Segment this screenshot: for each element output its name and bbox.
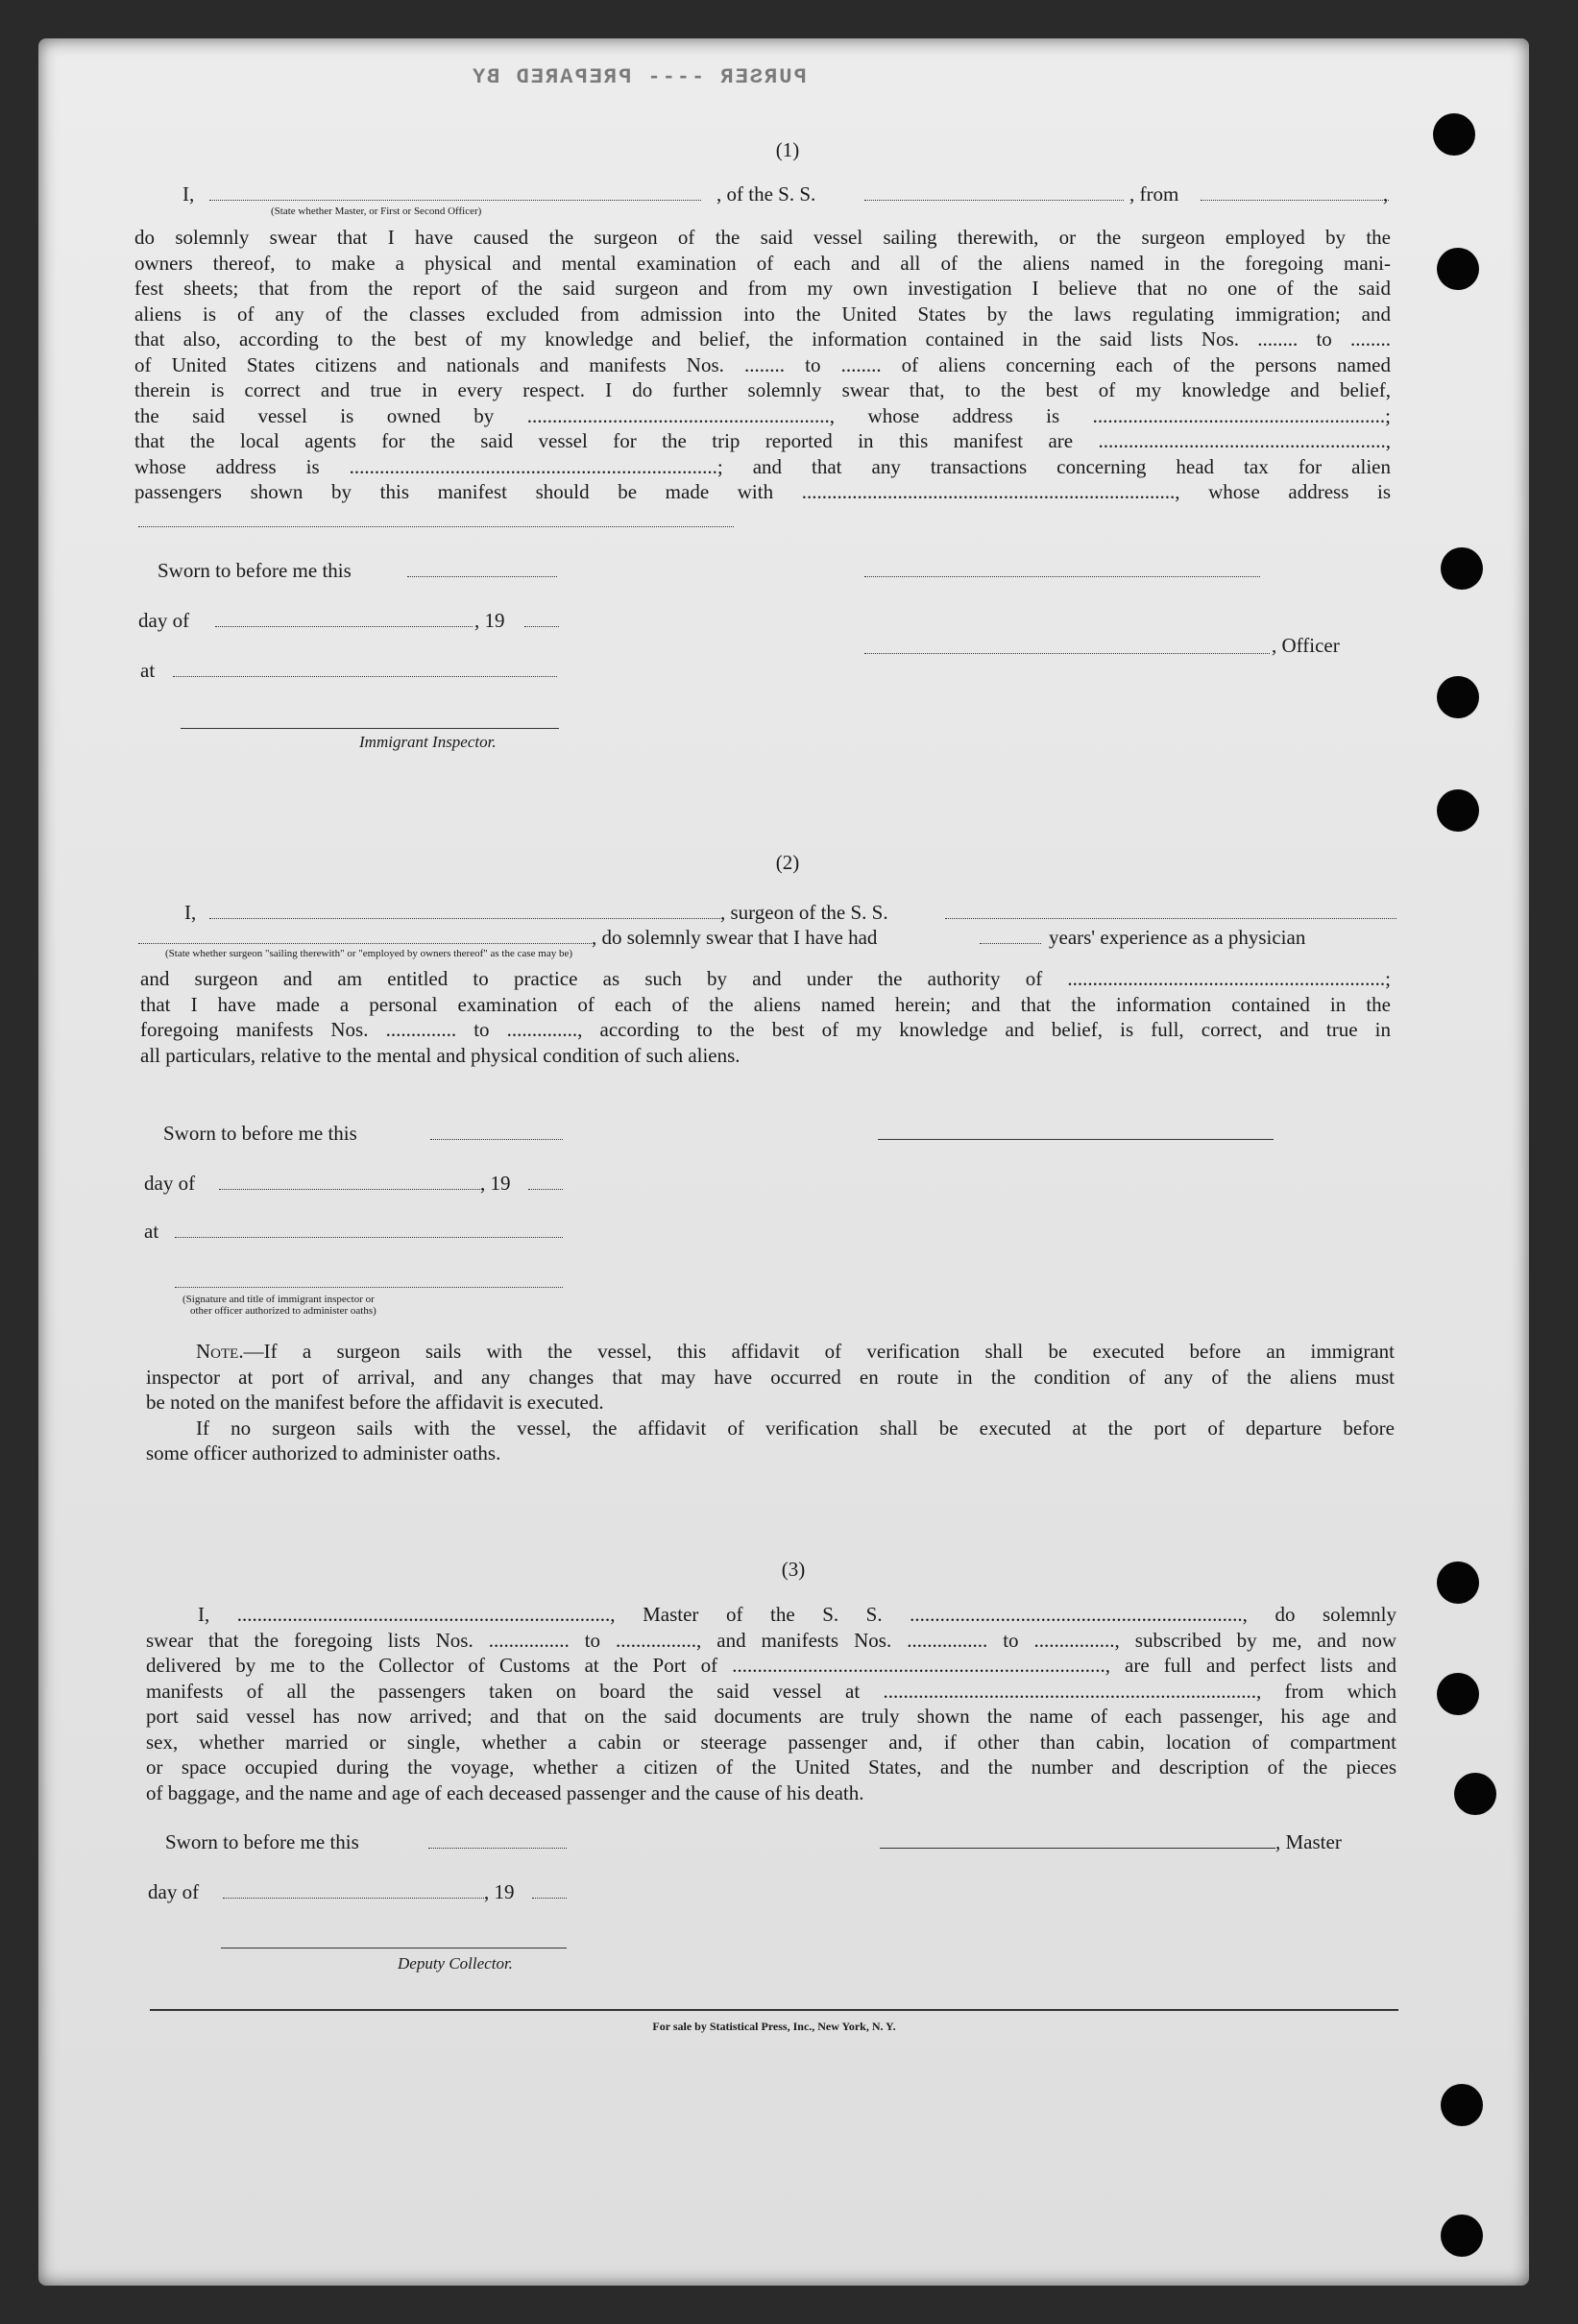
officer-title-line [864, 653, 1270, 654]
physician-label: years' experience as a physician [1049, 926, 1306, 949]
inspector-signature-line [181, 728, 559, 729]
section-number: (3) [781, 1558, 806, 1581]
paragraph-line: some officer authorized to administer oaths. [146, 1441, 501, 1465]
paragraph-line: whose address is .........................................................................; and that any transactions concerning head tax for alien [134, 454, 1391, 478]
inspector-signature-line [175, 1287, 563, 1288]
signature-caption: (Signature and title of immigrant inspector or [182, 1294, 375, 1305]
master-paragraph [146, 1602, 1396, 1805]
day-of-label: day of [138, 609, 190, 632]
paragraph-line: that I have made a personal examination of each of the aliens named herein; and that the information contained in the [140, 992, 1391, 1016]
surgeon-caption: (State whether surgeon "sailing therewith" or "employed by owners thereof" as the case may be) [165, 948, 573, 959]
paragraph-line [146, 1339, 1395, 1365]
place-line [175, 1237, 563, 1238]
signature-line [878, 1139, 1274, 1140]
address-continuation-line [138, 526, 734, 527]
at-label: at [144, 1220, 159, 1243]
paragraph-line: that the local agents for the said vessel for the trip reported in this manifest are ........................................................., [134, 429, 1391, 452]
binder-hole [1441, 547, 1483, 590]
sworn-label: Sworn to before me this [165, 1830, 359, 1853]
paragraph-line: sex, whether married or single, whether a cabin or steerage passenger and, if other than cabin, location of compartment [146, 1730, 1396, 1754]
officer-signature-line [864, 576, 1260, 577]
year-line [524, 626, 559, 627]
month-line [215, 626, 473, 627]
master-caption: (State whether Master, or First or Second Officer) [271, 206, 482, 217]
oath-start: I, [184, 901, 197, 924]
from-label: , from [1129, 182, 1179, 206]
paragraph-line: foregoing manifests Nos. .............. to .............., according to the best of my knowledge and belief, is full, correct, and true in [140, 1018, 1391, 1041]
paragraph-line: manifests of all the passengers taken on board the said vessel at .........................................................................., from which [146, 1679, 1396, 1703]
oath-paragraph-1 [134, 225, 1391, 505]
sworn-day-line [428, 1848, 567, 1849]
surgeon-name-line [209, 918, 720, 919]
binder-hole [1433, 113, 1475, 156]
binder-hole [1441, 2084, 1483, 2126]
month-line [223, 1898, 486, 1899]
paragraph-line: port said vessel has now arrived; and that on the said documents are truly shown the name of each passenger, his age and [146, 1705, 1396, 1728]
mirrored-stamp: PURSER ---- PREPARED BY [471, 65, 807, 89]
section-number: (1) [775, 138, 800, 161]
years-line [980, 943, 1041, 944]
signature-caption: other officer authorized to administer oaths) [190, 1305, 376, 1317]
paragraph-line: do solemnly swear that I have caused the surgeon of the said vessel sailing therewith, or the surgeon employed by the [134, 226, 1391, 249]
paragraph-line: delivered by me to the Collector of Customs at the Port of .........................................................................., are full and perfect lists and [146, 1654, 1396, 1677]
binder-hole [1437, 248, 1479, 290]
from-port-line [1201, 200, 1389, 201]
paragraph-line: owners thereof, to make a physical and mental examination of each and all of the aliens named in the foregoing mani- [134, 251, 1391, 275]
sworn-day-line [430, 1139, 563, 1140]
paragraph-line: the said vessel is owned by ............................................................, whose address is ..........................................................; [134, 403, 1391, 427]
at-label: at [140, 659, 156, 682]
ship-label: , of the S. S. [716, 182, 816, 206]
binder-hole [1454, 1773, 1496, 1815]
oath-start: I, [182, 182, 195, 206]
sworn-day-line [407, 576, 557, 577]
paragraph-line: of United States citizens and nationals and manifests Nos. ........ to ........ of aliens concerning each of the persons named [134, 352, 1391, 376]
note-text: —If a surgeon sails with the vessel, this affidavit of verification shall be executed before an immigrant [243, 1340, 1395, 1363]
surgeon-ship-label: , surgeon of the S. S. [720, 901, 888, 924]
year-label: , 19 [480, 1172, 511, 1195]
section-number: (2) [775, 851, 800, 874]
document-page [38, 38, 1529, 2286]
binder-hole [1437, 1561, 1479, 1604]
surgeon-type-line [138, 943, 592, 944]
month-line [219, 1189, 484, 1190]
binder-hole [1437, 676, 1479, 718]
comma: , [1383, 182, 1389, 206]
paragraph-line: swear that the foregoing lists Nos. ................ to ................, and manifests Nos. ................ to ................, subscribed by me, and now [146, 1628, 1396, 1652]
paragraph-line: therein is correct and true in every respect. I do further solemnly swear that, to the best of my knowledge and belief, [134, 378, 1391, 401]
paragraph-line: inspector at port of arrival, and any changes that may have occurred en route in the condition of any of the aliens must [146, 1365, 1395, 1389]
place-line [173, 676, 557, 677]
paragraph-line: passengers shown by this manifest should be made with .........................................................................., whose address is [134, 480, 1391, 503]
footer-rule [150, 2009, 1398, 2011]
master-name-line [209, 200, 701, 201]
sworn-label: Sworn to before me this [158, 559, 352, 582]
deputy-signature-line [221, 1948, 567, 1949]
ship-name-line [864, 200, 1124, 201]
note-label: Note. [196, 1340, 244, 1363]
paragraph-line: that also, according to the best of my knowledge and belief, the information contained in the said lists Nos. ........ to ........ [134, 327, 1391, 351]
binder-hole [1437, 789, 1479, 832]
paragraph-line: of baggage, and the name and age of each deceased passenger and the cause of his death. [146, 1780, 864, 1804]
paragraph-line: or space occupied during the voyage, whether a citizen of the United States, and the number and description of the pieces [146, 1755, 1396, 1779]
year-label: , 19 [484, 1880, 515, 1903]
year-line [532, 1898, 567, 1899]
paragraph-line: aliens is of any of the classes excluded from admission into the United States by the laws regulating immigration; and [134, 302, 1391, 326]
deputy-caption: Deputy Collector. [398, 1954, 513, 1973]
paragraph-line: If no surgeon sails with the vessel, the affidavit of verification shall be executed at the port of departure before [196, 1416, 1395, 1440]
master-label: , Master [1275, 1830, 1342, 1853]
inspector-caption: Immigrant Inspector. [359, 733, 497, 751]
master-signature-line [880, 1848, 1275, 1849]
year-label: , 19 [474, 609, 505, 632]
sworn-label: Sworn to before me this [163, 1122, 357, 1145]
year-line [528, 1189, 563, 1190]
experience-label: , do solemnly swear that I have had [592, 926, 878, 949]
binder-hole [1441, 2215, 1483, 2257]
paragraph-line: be noted on the manifest before the affidavit is executed. [146, 1391, 604, 1414]
surgeon-ship-line [945, 918, 1396, 919]
day-of-label: day of [148, 1880, 200, 1903]
officer-label: , Officer [1272, 634, 1340, 657]
paragraph-line: fest sheets; that from the report of the said surgeon and from my own investigation I believe that no one of the said [134, 277, 1391, 300]
paragraph-line: and surgeon and am entitled to practice as such by and under the authority of ...............................................................; [140, 967, 1391, 990]
paragraph-line: all particulars, relative to the mental and physical condition of such aliens. [140, 1043, 740, 1067]
day-of-label: day of [144, 1172, 196, 1195]
paragraph-line: I, .........................................................................., Master of the S. S. .................................................................., do solemnly [198, 1603, 1396, 1626]
note-block [146, 1339, 1395, 1466]
surgeon-paragraph [140, 966, 1391, 1068]
footer-imprint: For sale by Statistical Press, Inc., New York, N. Y. [652, 2020, 896, 2033]
binder-hole [1437, 1673, 1479, 1715]
